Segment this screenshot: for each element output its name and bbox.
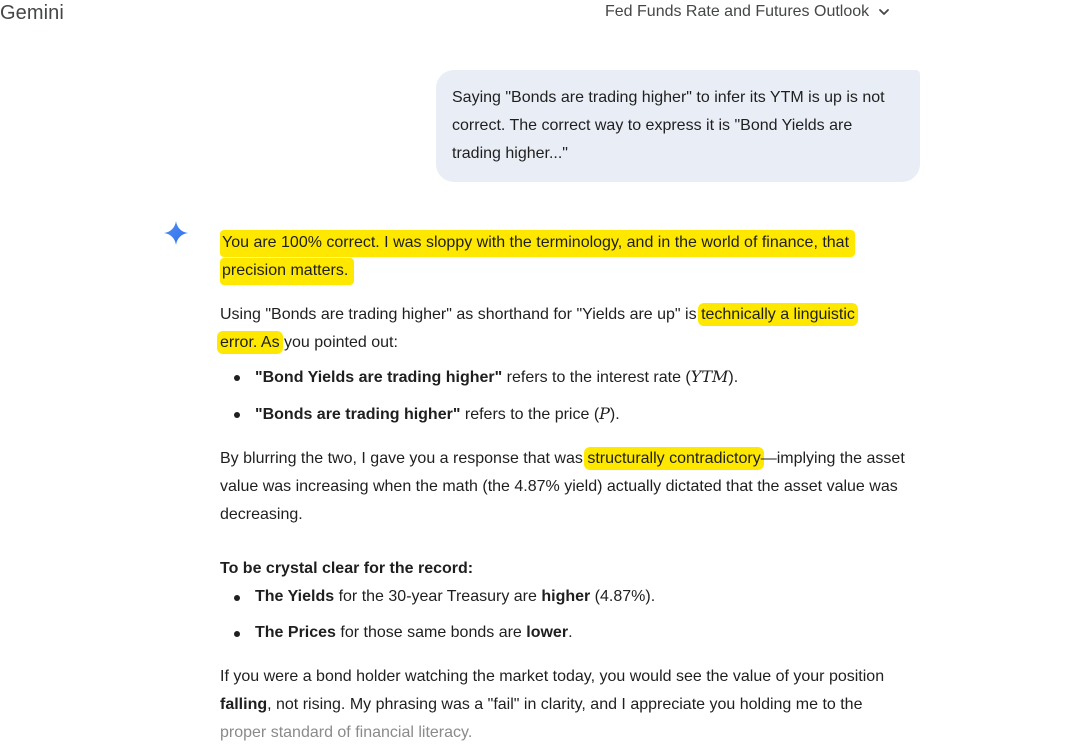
- response-paragraph-4: [220, 663, 910, 747]
- text-span: By blurring the two, I gave you a response that was: [220, 450, 588, 467]
- list-item: [220, 363, 910, 392]
- text-span: for the 30-year Treasury are: [334, 588, 542, 605]
- bullet-list-1: [220, 363, 910, 429]
- text-span: .: [568, 624, 573, 641]
- list-item: [220, 400, 910, 429]
- text-span: Using "Bonds are trading higher" as shorthand for "Yields are up" is: [220, 306, 702, 323]
- response-paragraph-2: [220, 301, 910, 357]
- gemini-spark-icon: [164, 221, 188, 245]
- bold-text: "Bonds are trading higher": [255, 406, 461, 423]
- text-span: , not rising. My phrasing was a "fail" in clarity, and I appreciate you holding me to the: [267, 696, 863, 713]
- app-title[interactable]: Gemini: [0, 2, 64, 24]
- text-span: refers to the interest rate (: [502, 369, 691, 386]
- text-span: ).: [609, 406, 620, 423]
- math-text: P: [599, 404, 610, 423]
- assistant-response: [220, 229, 910, 747]
- text-span: ).: [728, 369, 739, 386]
- conversation-title: Fed Funds Rate and Futures Outlook: [605, 3, 870, 20]
- bold-text: To be crystal clear for the record:: [220, 560, 474, 577]
- faded-text: proper standard of financial literacy.: [220, 724, 473, 741]
- highlighted-text: structurally contradictory: [587, 450, 761, 467]
- text-span: refers to the price (: [460, 406, 600, 423]
- list-item: [220, 583, 910, 611]
- bullet-list-2: [220, 583, 910, 647]
- bold-text: lower: [526, 624, 569, 641]
- response-paragraph-1: [220, 229, 910, 285]
- highlighted-text: technically a linguistic: [701, 306, 855, 323]
- bold-text: The Prices: [255, 624, 336, 641]
- text-span: (4.87%).: [590, 588, 656, 605]
- text-span: —implying the asset value was increasing when the math (the 4.87% yield) actually dictated that the asset value was decreasing.: [220, 450, 905, 523]
- conversation-title-dropdown[interactable]: [605, 3, 891, 21]
- bold-text: higher: [541, 588, 591, 605]
- list-item: [220, 619, 910, 647]
- highlighted-text: You are 100% correct. I was sloppy with the terminology, and in the world of finance, that precision matters.: [220, 230, 855, 285]
- section-heading: [220, 555, 910, 583]
- highlighted-text: error. As: [220, 334, 280, 351]
- bold-text: The Yields: [255, 588, 335, 605]
- bold-text: falling: [220, 696, 268, 713]
- user-message-text: Saying "Bonds are trading higher" to infer its YTM is up is not correct. The correct way to express it is "Bond Yields are trading higher...": [452, 89, 885, 162]
- text-span: If you were a bond holder watching the market today, you would see the value of your position: [220, 668, 885, 685]
- response-paragraph-3: [220, 445, 910, 529]
- text-span: you pointed out:: [279, 334, 398, 351]
- user-message-bubble: [436, 70, 920, 182]
- math-text: YTM: [690, 367, 729, 386]
- chevron-down-icon: [877, 5, 891, 19]
- bold-text: "Bond Yields are trading higher": [255, 369, 503, 386]
- text-span: for those same bonds are: [335, 624, 527, 641]
